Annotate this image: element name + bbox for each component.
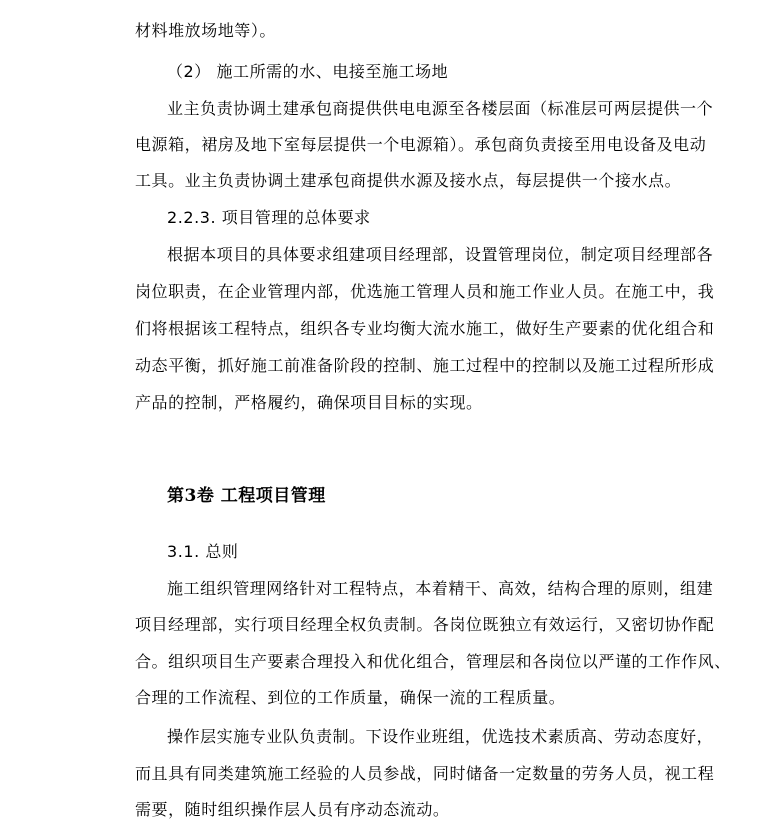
paragraph-overall-line-1: 根据本项目的具体要求组建项目经理部，设置管理岗位，制定项目经理部各 bbox=[167, 245, 714, 264]
paragraph-power-line-2: 电源箱，裙房及地下室每层提供一个电源箱）。承包商负责接至用电设备及电动 bbox=[135, 135, 707, 154]
paragraph-overall-line-4: 动态平衡，抓好施工前准备阶段的控制、施工过程中的控制以及施工过程所形成 bbox=[135, 356, 715, 375]
paragraph-overall-line-3: 们将根据该工程特点，组织各专业均衡大流水施工，做好生产要素的优化组合和 bbox=[135, 319, 715, 338]
paragraph-operation-line-2: 而且具有同类建筑施工经验的人员参战，同时储备一定数量的劳务人员，视工程 bbox=[135, 764, 715, 783]
section-2-2-3-heading: 2.2.3. 项目管理的总体要求 bbox=[167, 208, 371, 227]
paragraph-operation-line-3: 需要，随时组织操作层人员有序动态流动。 bbox=[135, 800, 450, 819]
paragraph-power-line-1: 业主负责协调土建承包商提供供电电源至各楼层面（标准层可两层提供一个 bbox=[167, 99, 714, 118]
paragraph-general-line-3: 合。组织项目生产要素合理投入和优化组合，管理层和各岗位以严谨的工作作风、 bbox=[135, 652, 731, 671]
paragraph-overall-line-5: 产品的控制，严格履约，确保项目目标的实现。 bbox=[135, 393, 483, 412]
paragraph-power-line-3: 工具。业主负责协调土建承包商提供水源及接水点，每层提供一个接水点。 bbox=[135, 171, 682, 190]
item-2-heading: （2） 施工所需的水、电接至施工场地 bbox=[167, 62, 449, 81]
paragraph-general-line-2: 项目经理部，实行项目经理全权负责制。各岗位既独立有效运行，又密切协作配 bbox=[135, 615, 715, 634]
section-3-1-heading: 3.1. 总则 bbox=[167, 542, 239, 561]
paragraph-general-line-4: 合理的工作流程、到位的工作质量，确保一流的工程质量。 bbox=[135, 688, 566, 707]
paragraph-operation-line-1: 操作层实施专业队负责制。下设作业班组，优选技术素质高、劳动态度好， bbox=[167, 727, 714, 746]
paragraph-general-line-1: 施工组织管理网络针对工程特点，本着精干、高效，结构合理的原则，组建 bbox=[167, 579, 714, 598]
paragraph-overall-line-2: 岗位职责，在企业管理内部，优选施工管理人员和施工作业人员。在施工中，我 bbox=[135, 282, 715, 301]
chapter-3-heading: 第3卷 工程项目管理 bbox=[167, 486, 326, 506]
paragraph-intro-line-1: 材料堆放场地等）。 bbox=[135, 21, 276, 40]
